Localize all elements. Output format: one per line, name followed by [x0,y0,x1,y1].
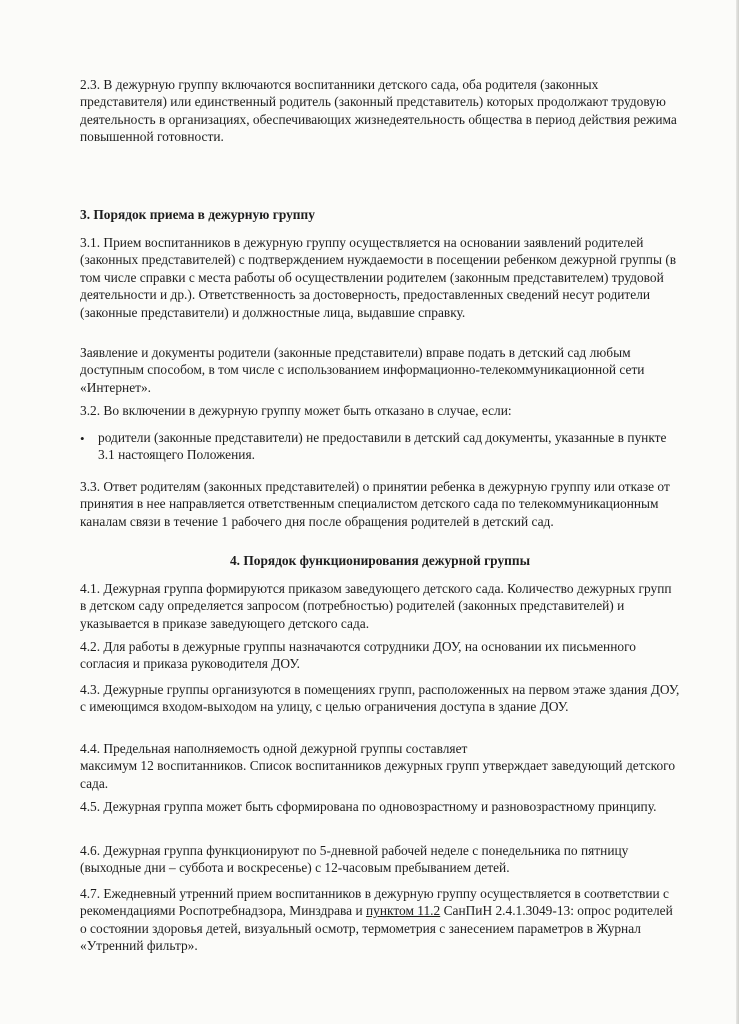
paragraph-4-1: 4.1. Дежурная группа формируются приказом заведующего детского сада. Количество дежурных групп в детском саду определяется запросом (потребностью) родителей (законных представителей) и указывается в приказе заведующего детского сада. [80,581,672,631]
bullet-icon: • [80,431,85,446]
paragraph-4-6: 4.6. Дежурная группа функционируют по 5-дневной рабочей неделе с понедельника по пятницу (выходные дни – суббота и воскресенье) с 12-часовым пребыванием детей. [80,843,629,876]
paragraph-4-4 [80,740,680,792]
paragraph-4-7-end: СанПиН 2.4.1.3049-13: опрос родителей о состоянии здоровья детей, визуальный осмотр, термометрия с занесением параметров в Журнал «Утренний фильтр». [80,903,673,954]
paragraph-3-1: 3.1. Прием воспитанников в дежурную группу осуществляется на основании заявлений родителей (законных представителей) с подтверждением нуждаемости в посещении ребенком дежурной группы (в том числе справки с места работы об осуществлении родителем (законным представителем) трудовой деятельности и др.). Ответственность за достоверность, предоставленных сведений несут родители (законные представители) и должностные лица, выдавшие справку. [80,235,677,320]
sanpin-point-link[interactable]: пунктом 11.2 [365,903,441,919]
paragraph-3-1-documents: Заявление и документы родители (законные представители) вправе подать в детский сад любым доступным способом, в том числе с использованием информационно-телекоммуникационной сети «Интернет». [80,345,645,395]
paragraph-4-4-line1: 4.4. Предельная наполняемость одной дежурной группы составляет [80,741,468,756]
paragraph-4-7-start: 4.7. Ежедневный утренний прием воспитанников в дежурную группу осуществляется в соответствии с рекомендациями Роспотребнадзора, Минздрава и [80,886,669,919]
list-item-3-2: родители (законные представители) не предоставили в детский сад документы, указанные в пункте 3.1 настоящего Положения. [98,430,667,463]
section-3-heading: 3. Порядок приема в дежурную группу [80,207,315,222]
paragraph-4-3: 4.3. Дежурные группы организуются в помещениях групп, расположенных на первом этаже здания ДОУ, с имеющимся входом-выходом на улицу, с целью ограничения доступа в здание ДОУ. [80,682,680,715]
section-4-heading: 4. Порядок функционирования дежурной группы [229,553,531,568]
paragraph-4-5: 4.5. Дежурная группа может быть сформирована по одновозрастному и разновозрастному принципу. [80,799,657,814]
paragraph-4-4-line2: максимум 12 воспитанников. Список воспитанников дежурных групп утверждает заведующий детского сада. [80,758,676,791]
paragraph-3-3: 3.3. Ответ родителям (законных представителей) о принятии ребенка в дежурную группу или отказе от принятия в нее направляется ответственным специалистом детского сада по телекоммуникационным каналам связи в течение 1 рабочего дня после обращения родителей в детский сад. [80,479,670,529]
paragraph-4-7 [80,885,680,955]
paragraph-3-2: 3.2. Во включении в дежурную группу может быть отказано в случае, если: [80,403,512,418]
paragraph-4-2: 4.2. Для работы в дежурные группы назначаются сотрудники ДОУ, на основании их письменного согласия и приказа руководителя ДОУ. [80,639,636,672]
paragraph-2-3: 2.3. В дежурную группу включаются воспитанники детского сада, оба родителя (законных представителя) или единственный родитель (законный представитель) которых продолжают трудовую деятельность в организациях, обеспечивающих жизнедеятельность общества в период действия режима повышенной готовности. [80,77,677,145]
